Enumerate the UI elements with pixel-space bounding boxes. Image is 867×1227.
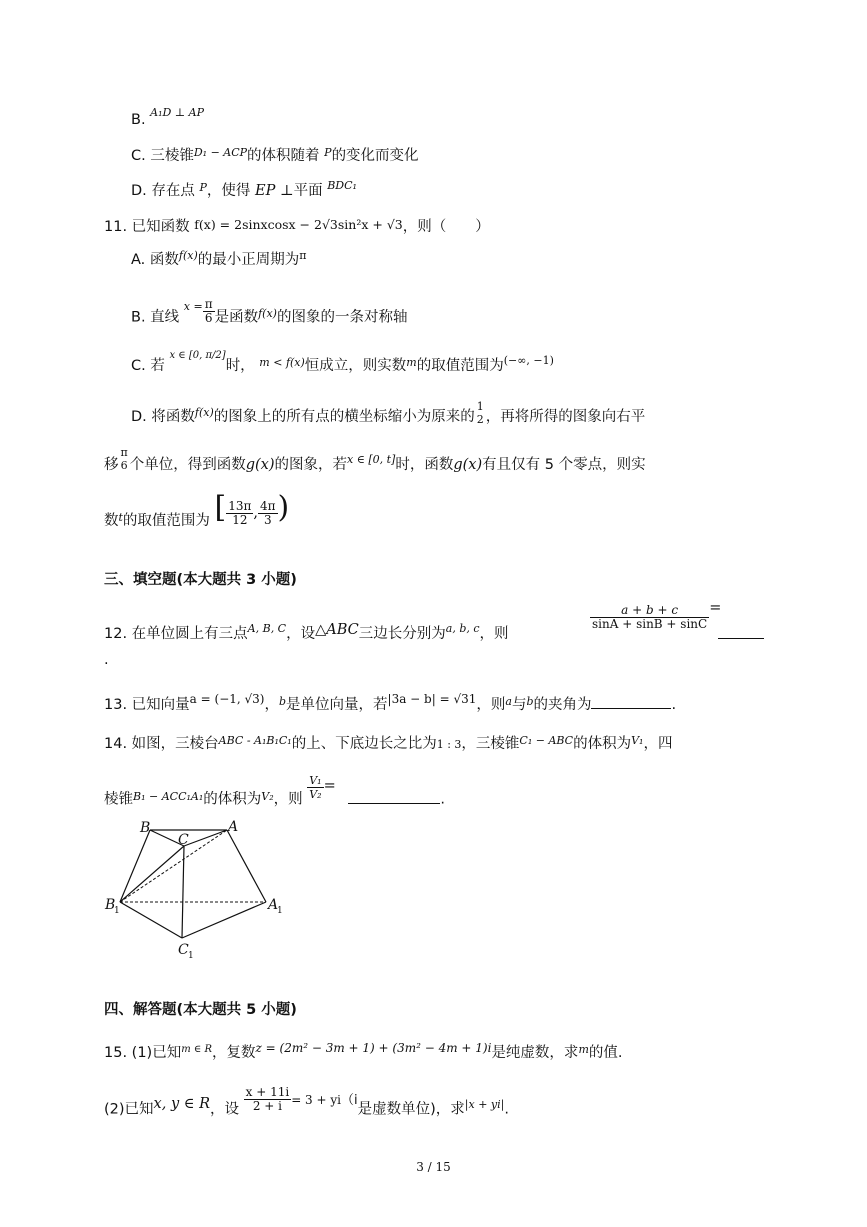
fraction-numerator: V₁ bbox=[309, 774, 322, 787]
math-expression: △ABC bbox=[315, 622, 359, 638]
text: ，三棱锥 bbox=[461, 736, 520, 752]
fraction-denominator: 2 bbox=[476, 413, 484, 426]
label-a1: A bbox=[268, 897, 279, 913]
q14-line1 bbox=[104, 734, 672, 755]
math-expression: (−∞, −1) bbox=[503, 354, 554, 367]
q13-answer-blank[interactable] bbox=[591, 708, 671, 709]
q14-answer-blank[interactable] bbox=[348, 803, 440, 804]
fraction-denominator: 3 bbox=[263, 512, 272, 527]
label-a: A bbox=[228, 819, 239, 835]
text: 棱锥 bbox=[104, 791, 133, 808]
q13 bbox=[104, 692, 677, 716]
math-expression: B₁ − ACC₁A₁ bbox=[133, 789, 204, 803]
math-expression: x ∈ [0, t] bbox=[347, 453, 396, 466]
math-expression: |x + yi| bbox=[464, 1097, 505, 1111]
fraction-numerator: 1 bbox=[476, 400, 484, 413]
section-three-title: 三、填空题(本大题共 3 小题) bbox=[104, 572, 297, 588]
text: 已知 bbox=[152, 1045, 182, 1061]
text: 的图象的一条对称轴 bbox=[276, 309, 408, 326]
text: 是函数 bbox=[214, 309, 259, 326]
q11-option-a bbox=[131, 250, 306, 271]
text: ，使得 bbox=[206, 183, 251, 199]
text: ，复数 bbox=[212, 1045, 256, 1061]
fraction-numerator: x + 11i bbox=[245, 1085, 290, 1099]
math-var: P bbox=[199, 181, 207, 194]
part-label: (1) bbox=[131, 1045, 153, 1061]
q11-option-b bbox=[131, 297, 408, 331]
fraction-denominator: sinA + sinB + sinC bbox=[592, 617, 708, 631]
question-number: 11. bbox=[104, 219, 128, 235]
math-expression: m ∈ R bbox=[181, 1044, 212, 1055]
text: ，则（ ） bbox=[402, 219, 490, 235]
fraction-numerator: π bbox=[120, 446, 128, 459]
label-b1: B bbox=[105, 897, 116, 913]
question-number: 12. bbox=[104, 626, 128, 642]
q12-answer-blank[interactable] bbox=[718, 638, 764, 639]
edge-b1c bbox=[120, 846, 184, 902]
fraction bbox=[475, 400, 486, 426]
text: 的体积随着 bbox=[247, 148, 320, 164]
text: . bbox=[504, 1101, 509, 1118]
edge-b1c1 bbox=[120, 902, 182, 938]
math-expression: 1 : 3 bbox=[436, 738, 462, 751]
fraction-denominator: 6 bbox=[204, 311, 213, 325]
math-expression: x, y ∈ R bbox=[153, 1095, 211, 1112]
text: 的最小正周期为 bbox=[197, 252, 300, 268]
text: 的图象，若 bbox=[274, 457, 348, 473]
q10-option-c bbox=[131, 146, 419, 167]
comma: , bbox=[253, 505, 259, 521]
text: 与 bbox=[511, 697, 527, 713]
q14-line2 bbox=[104, 774, 445, 813]
text: ， bbox=[264, 697, 279, 713]
label-c1-sub: 1 bbox=[188, 951, 194, 961]
text: 的体积为 bbox=[573, 736, 632, 752]
text: . bbox=[671, 697, 677, 713]
edge-bb1 bbox=[120, 830, 150, 902]
text: ，则 bbox=[476, 697, 506, 713]
q11-option-d-line1 bbox=[131, 400, 646, 430]
edge-ca bbox=[184, 830, 227, 846]
math-expression: C₁ − ABC bbox=[519, 734, 574, 747]
math-expression: EP ⊥ bbox=[255, 183, 294, 199]
text: 已知向量 bbox=[131, 697, 190, 713]
option-letter: C. bbox=[131, 358, 146, 374]
math-expression: f(x) bbox=[258, 306, 277, 320]
math-var: t bbox=[118, 511, 123, 524]
label-c1: C bbox=[178, 942, 189, 958]
fraction bbox=[119, 446, 130, 472]
text: 的变化而变化 bbox=[331, 148, 419, 164]
math-expression: D₁ − ACP bbox=[193, 146, 248, 159]
math-expression: = 3 + yi bbox=[291, 1092, 341, 1107]
math-expression: BDC₁ bbox=[327, 179, 357, 192]
question-number: 15. bbox=[104, 1045, 128, 1061]
text: 直线 bbox=[150, 309, 180, 326]
text: 有且仅有 5 个零点，则实 bbox=[482, 457, 646, 473]
text: ，则 bbox=[479, 626, 509, 642]
bracket-close: ) bbox=[277, 490, 290, 525]
text: 的取值范围为 bbox=[416, 358, 504, 374]
text: ，设 bbox=[210, 1101, 240, 1118]
q12-fraction-wrap bbox=[590, 599, 722, 631]
text: 是纯虚数，求 bbox=[491, 1045, 579, 1061]
math-expression: z = (2m² − 3m + 1) + (3m² − 4m + 1)i bbox=[255, 1041, 492, 1055]
text: 函数 bbox=[149, 252, 179, 268]
edge-aa1 bbox=[227, 830, 266, 902]
text: 是虚数单位)，求 bbox=[357, 1101, 465, 1118]
label-c: C bbox=[178, 832, 189, 848]
text: 已知 bbox=[124, 1101, 154, 1118]
option-letter: B. bbox=[131, 309, 146, 326]
text: . bbox=[440, 791, 445, 808]
fraction bbox=[307, 774, 323, 801]
label-b: B bbox=[140, 820, 151, 836]
math-expression: f(x) bbox=[194, 406, 214, 419]
text: 三棱锥 bbox=[150, 148, 194, 164]
text: 个单位，得到函数 bbox=[129, 457, 246, 473]
part-label: (2) bbox=[104, 1101, 125, 1118]
text: 移 bbox=[104, 457, 119, 473]
math-expression: x = bbox=[183, 299, 203, 313]
fraction bbox=[590, 604, 709, 631]
text: 时， bbox=[225, 358, 255, 374]
math-var: m bbox=[578, 1043, 589, 1056]
text: 在单位圆上有三点 bbox=[131, 626, 248, 642]
text: 三边长分别为 bbox=[358, 626, 446, 642]
option-letter: A. bbox=[131, 252, 146, 268]
fraction-denominator: 12 bbox=[232, 512, 248, 527]
text: 是单位向量，若 bbox=[286, 697, 388, 713]
frustum-figure bbox=[100, 816, 300, 966]
text: 恒成立，则实数 bbox=[304, 358, 407, 374]
text: 如图，三棱台 bbox=[131, 736, 219, 752]
q12-end-dot: . bbox=[104, 652, 109, 668]
fraction-numerator: 13π bbox=[228, 498, 252, 513]
label-a1-sub: 1 bbox=[277, 906, 283, 916]
q10-option-d bbox=[131, 181, 357, 202]
page-number: 3 / 15 bbox=[416, 1160, 451, 1174]
text: 数 bbox=[104, 513, 119, 529]
math-expression: g(x) bbox=[453, 457, 483, 473]
text: 的体积为 bbox=[203, 791, 262, 808]
math-expression: a, b, c bbox=[445, 622, 480, 635]
fraction-numerator: 4π bbox=[260, 498, 276, 513]
fraction bbox=[226, 500, 253, 527]
fraction bbox=[203, 298, 215, 325]
math-var: m bbox=[406, 356, 417, 369]
text: ，四 bbox=[643, 736, 673, 752]
edge-c1a1 bbox=[182, 902, 266, 938]
text: 的值. bbox=[588, 1045, 623, 1061]
text: 的上、下底边长之比为 bbox=[291, 736, 437, 752]
text: 存在点 bbox=[151, 183, 195, 199]
question-number: 14. bbox=[104, 736, 128, 752]
fraction-denominator: V₂ bbox=[309, 788, 322, 801]
math-value: π bbox=[299, 249, 307, 262]
option-letter: D. bbox=[131, 183, 147, 199]
fraction-numerator: π bbox=[204, 297, 213, 311]
text: 已知函数 bbox=[131, 219, 190, 235]
math-expression: m < f(x) bbox=[259, 356, 305, 369]
math-expression: A, B, C bbox=[247, 622, 287, 635]
math-var: b bbox=[278, 695, 287, 708]
math-var: b bbox=[526, 695, 534, 708]
math-var: V₁ bbox=[631, 734, 644, 747]
q15-part1 bbox=[104, 1043, 622, 1065]
bracket-open: [ bbox=[214, 490, 227, 525]
math-expression: A₁D ⊥ AP bbox=[150, 106, 205, 119]
q11-stem bbox=[104, 217, 490, 237]
q15-part2 bbox=[104, 1085, 509, 1123]
text: ，设 bbox=[286, 626, 316, 642]
text: 平面 bbox=[293, 183, 323, 199]
fraction-denominator: 6 bbox=[120, 459, 128, 472]
q10-option-b bbox=[131, 106, 205, 131]
text: 若 bbox=[150, 358, 165, 374]
math-expression: g(x) bbox=[245, 457, 275, 473]
fraction-denominator: 2 + i bbox=[252, 1099, 282, 1113]
question-number: 13. bbox=[104, 697, 128, 713]
text: （i bbox=[341, 1092, 358, 1108]
q11-option-d-line2 bbox=[104, 446, 646, 478]
text: 的取值范围为 bbox=[122, 513, 210, 529]
text: ，则 bbox=[273, 791, 303, 808]
math-expression: a = (−1, √3) bbox=[189, 692, 265, 706]
label-b1-sub: 1 bbox=[114, 906, 120, 916]
equals: = bbox=[709, 599, 722, 616]
math-expression: f(x) = 2sinxcosx − 2√3sin²x + √3 bbox=[194, 217, 403, 232]
fraction-numerator: a + b + c bbox=[590, 604, 709, 618]
option-letter: B. bbox=[131, 112, 146, 128]
section-four-title: 四、解答题(本大题共 5 小题) bbox=[104, 1002, 297, 1018]
fraction bbox=[244, 1086, 292, 1113]
math-expression: x ∈ [0, π/2] bbox=[169, 350, 226, 361]
text: 时，函数 bbox=[395, 457, 454, 473]
math-var: V₂ bbox=[261, 789, 274, 803]
text: ，再将所得的图象向右平 bbox=[485, 409, 646, 425]
equals: = bbox=[323, 777, 336, 794]
math-expression: ABC - A₁B₁C₁ bbox=[218, 734, 292, 747]
option-letter: C. bbox=[131, 148, 146, 164]
option-letter: D. bbox=[131, 409, 147, 425]
q12 bbox=[104, 624, 509, 645]
math-expression: |3a − b| = √31 bbox=[387, 692, 477, 706]
math-expression: f(x) bbox=[178, 249, 198, 262]
math-var: a bbox=[505, 695, 512, 708]
text: 将函数 bbox=[151, 409, 195, 425]
math-var: P bbox=[324, 146, 332, 159]
fraction bbox=[258, 500, 278, 527]
text: 的图象上的所有点的横坐标缩小为原来的 bbox=[213, 409, 475, 425]
text: 的夹角为 bbox=[533, 697, 592, 713]
